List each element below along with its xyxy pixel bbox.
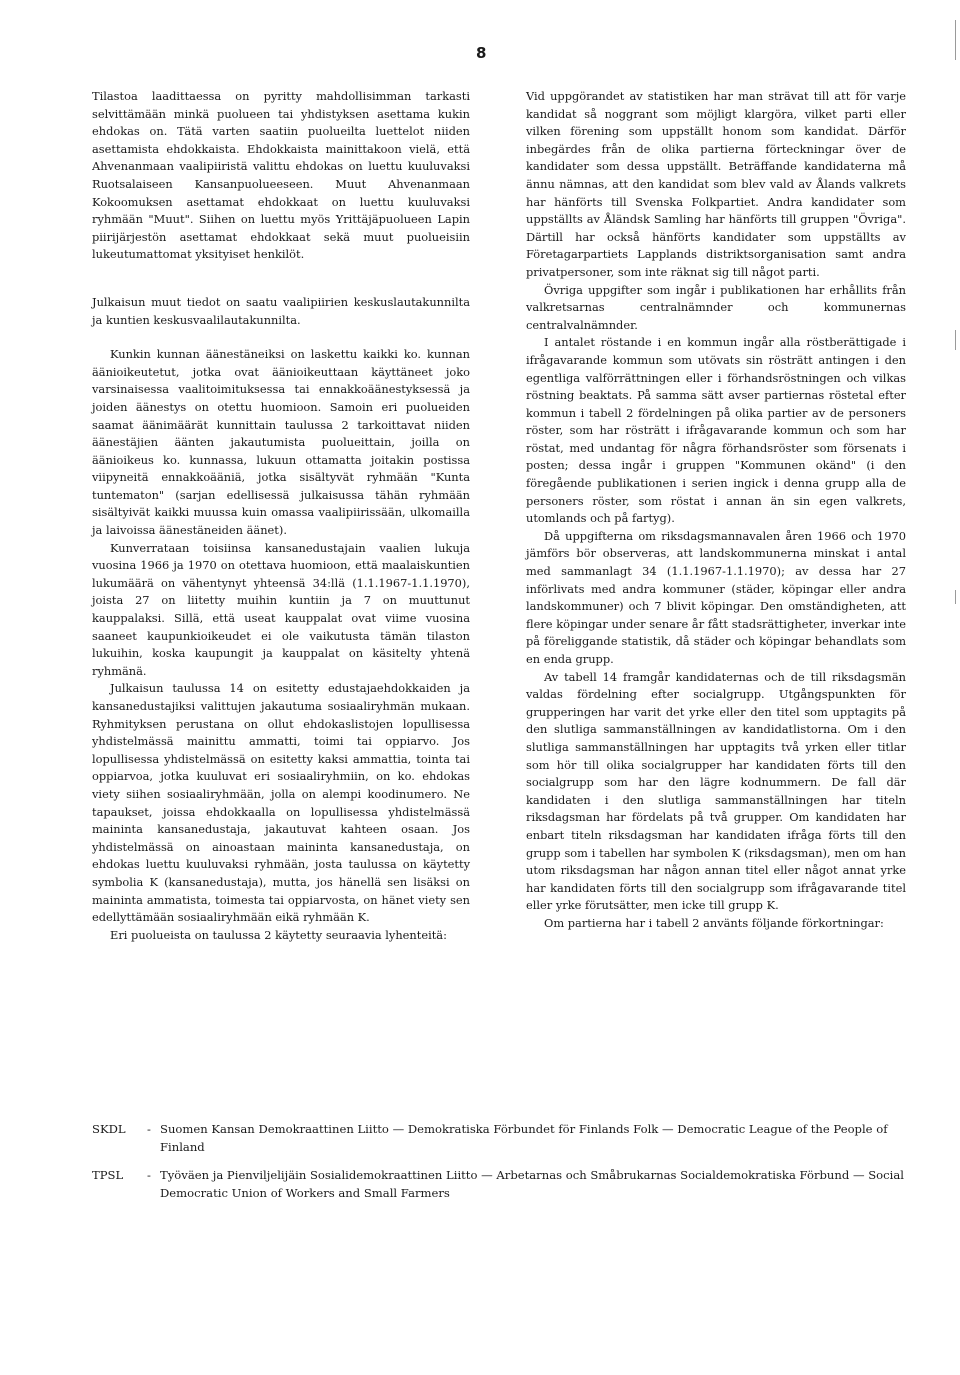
fi-paragraph-comparison: Kunverrataan toisiinsa kansanedustajain vaalien lukuja vuosina 1966 ja 1970 on otettava huomioon, että maalaiskuntien lukumäärä on vähentynyt yhteensä 34:llä (1.1.1967-1.1.1970), joista 27 on liitetty muihin kuntiin ja 7 on muuttunut kauppalaksi. Sillä, että useat kauppalat ovat viime vuosina saaneet kaupunkioikeudet ei ole vaikutusta tämän tilaston lukuihin, koska kaupungit ja kauppalat on käsitelty yhtenä ryhmänä. (92, 540, 470, 678)
page-number: 8 (476, 44, 487, 62)
sv-paragraph-voters: I antalet röstande i en kommun ingår alla röstberättigade i ifrågavarande kommun som utövats sin rösträtt antingen i den egentliga valförrättningen eller i förhandsröstningen och vilkas röstning beaktats. På samma sätt avser partiernas röstetal efter kommun i tabell 2 fördelningen på olika partier av de personers röster, som har rösträtt i ifrågavarande kommun och som har röstat, med undantag för några förhandsröster som försenats i posten; dessa ingår i gruppen "Kommunen okänd" (i den föregående publikationen i serien ingick i denna grupp alla de personers röster, som röstat i annan än sin egen valkrets, utomlands och på fartyg). (526, 335, 906, 526)
fi-paragraph-abbreviations-intro: Eri puolueista on taulussa 2 käytetty seuraavia lyhenteitä: (110, 927, 447, 942)
abbreviation-dash: - (147, 1168, 151, 1182)
fi-paragraph-voters: Kunkin kunnan äänestäneiksi on laskettu kaikki ko. kunnan äänioikeutetut, jotka ovat äänioikeuttaan käyttäneet joko varsinaisessa vaalitoimituksessa tai ennakkoäänestyksessä ja joiden äänestys on otettu huomioon. Samoin eri puolueiden saamat äänimäärät kunnittain taulussa 2 tarkoittavat niiden äänestäjien äänten jakautumista puolueittain, joilla on äänioikeus ko. kunnassa, lukuun ottamatta joitakin postissa viipyneitä ennakkoääniä, jotka sisältyvät ryhmään "Kunta tuntematon" (sarjan edellisessä julkaisussa tähän ryhmään sisältyivät kaikki muussa kuin omassa vaalipiirissään, ulkomailla ja laivoissa äänestäneiden äänet). (92, 347, 470, 538)
abbreviation-dash: - (147, 1122, 151, 1136)
fi-paragraph-other-data: Julkaisun muut tiedot on saatu vaalipiirien keskuslautakunnilta ja kuntien keskusvaalilautakunnilta. (92, 294, 470, 327)
abbreviation-row (92, 1120, 912, 1156)
abbreviation-list (92, 1120, 912, 1212)
fi-paragraph-sources: Tilastoa laadittaessa on pyritty mahdollisimman tarkasti selvittämään minkä puolueen tai yhdistyksen asettama kukin ehdokas on. Tätä varten saatiin puolueilta luettelot niiden asettamista ehdokkaista. Ehdokkaista mainittakoon vielä, että Ahvenanmaan vaalipiiristä valittu ehdokas on luettu kuuluvaksi Ruotsalaiseen Kansanpuolueeseen. Muut Ahvenanmaan Kokoomuksen asettamat ehdokkaat on luettu kuuluvaksi ryhmään "Muut". Siihen on luettu myös Yrittäjäpuolueen Lapin piirijärjestön asettamat ehdokkaat sekä muut puolueisiin lukeutumattomat yksityiset henkilöt. (92, 89, 470, 262)
abbreviation-description: Suomen Kansan Demokraattinen Liitto — Demokratiska Förbundet för Finlands Folk — Democratic League of the People of Finland (160, 1122, 888, 1154)
sv-paragraph-comparison: Då uppgifterna om riksdagsmannavalen åren 1966 och 1970 jämförs bör observeras, att landskommunerna minskat i antal med sammanlagt 34 (1.1.1967-1.1.1970); av dessa har 27 införlivats med andra kommuner (städer, köpingar eller andra landskommuner) och 7 blivit köpingar. Den omständigheten, att flere köpingar under senare år fått stadsrättigheter, inverkar inte på föreliggande statistik, då städer och köpingar behandlats som en enda grupp. (526, 528, 906, 666)
scan-edge-mark (955, 20, 956, 60)
abbreviation-row (92, 1166, 912, 1202)
abbreviation-code: TPSL (92, 1168, 124, 1182)
sv-paragraph-social-groups: Av tabell 14 framgår kandidaternas och de till riksdagsmän valdas fördelning efter socialgrupp. Utgångspunkten för grupperingen har varit det yrke eller den titel som upptagits på den slutliga sammanställningen av kandidatlistorna. Om i den slutliga sammanställningen har upptagits två yrken eller titlar som hör till olika socialgrupper har kandidaten förts till den socialgrupp som har den lägre kodnummern. De fall där kandidaten i den slutliga sammanställningen har titeln riksdagsman har fördelats på två grupper. Om kandidaten har enbart titeln riksdagsman har kandidaten ifråga förts till den grupp som i tabellen har symbolen K (riksdagsman), men om han utom riksdagsman har någon annan titel eller något annat yrke har kandidaten förts till den socialgrupp som ifrågavarande titel eller yrke förutsätter, men icke till grupp K. (526, 669, 906, 913)
fi-paragraph-social-groups: Julkaisun taulussa 14 on esitetty edustajaehdokkaiden ja kansanedustajiksi valittujen jakautuma sosiaaliryhmän mukaan. Ryhmityksen perustana on ollut ehdokaslistojen lopullisessa yhdistelmässä mainittu ammatti, toimi tai oppiarvo. Jos lopullisessa yhdistelmässä on esitetty kaksi ammattia, tointa tai oppiarvoa, jotka kuuluvat eri sosiaaliryhmiin, on ko. ehdokas viety siihen sosiaaliryhmään, jolla on alempi koodinumero. Ne tapaukset, joissa ehdokkaalla on lopullisessa yhdistelmässä maininta kansanedustaja, jakautuvat kahteen osaan. Jos yhdistelmässä on ainoastaan maininta kansanedustaja, on ehdokas luettu kuuluvaksi ryhmään, josta taulussa on käytetty symbolia K (kansanedustaja), mutta, jos hänellä sen lisäksi on maininta ammatista, toimesta tai oppiarvosta, on hänet viety sen edellyttämään sosiaaliryhmään eikä ryhmään K. (92, 681, 470, 925)
scan-edge-mark (955, 590, 956, 604)
swedish-column (526, 88, 906, 933)
sv-paragraph-other-data: Övriga uppgifter som ingår i publikationen har erhållits från valkretsarnas centralnämnder och kommunernas centralvalnämnder. (526, 282, 906, 332)
sv-paragraph-sources: Vid uppgörandet av statistiken har man strävat till att för varje kandidat så noggrant som möjligt klargöra, vilket parti eller vilken förening som uppställt honom som kandidat. Därför inbegärdes från de olika partierna förteckningar över de kandidater som dessa uppställt. Beträffande kandidaterna må ännu nämnas, att den kandidat som blev vald av Ålands valkrets har hänförts till Svenska Folkpartiet. Andra kandidater som uppställts av Åländsk Samling har hänförts till gruppen "Övriga". Därtill har också hänförts kandidater som uppställts av Företagarpartiets Lapplands distriktsorganisation samt andra privatpersoner, som inte räknat sig till något parti. (526, 89, 906, 279)
sv-paragraph-abbreviations-intro: Om partierna har i tabell 2 använts följande förkortningar: (544, 915, 884, 930)
finnish-column (92, 88, 470, 944)
abbreviation-description: Työväen ja Pienviljelijäin Sosialidemokraattinen Liitto — Arbetarnas och Småbrukarnas Socialdemokratiska Förbund — Social Democratic Union of Workers and Small Farmers (160, 1168, 904, 1200)
abbreviation-code: SKDL (92, 1122, 126, 1136)
scan-edge-mark (955, 330, 956, 350)
